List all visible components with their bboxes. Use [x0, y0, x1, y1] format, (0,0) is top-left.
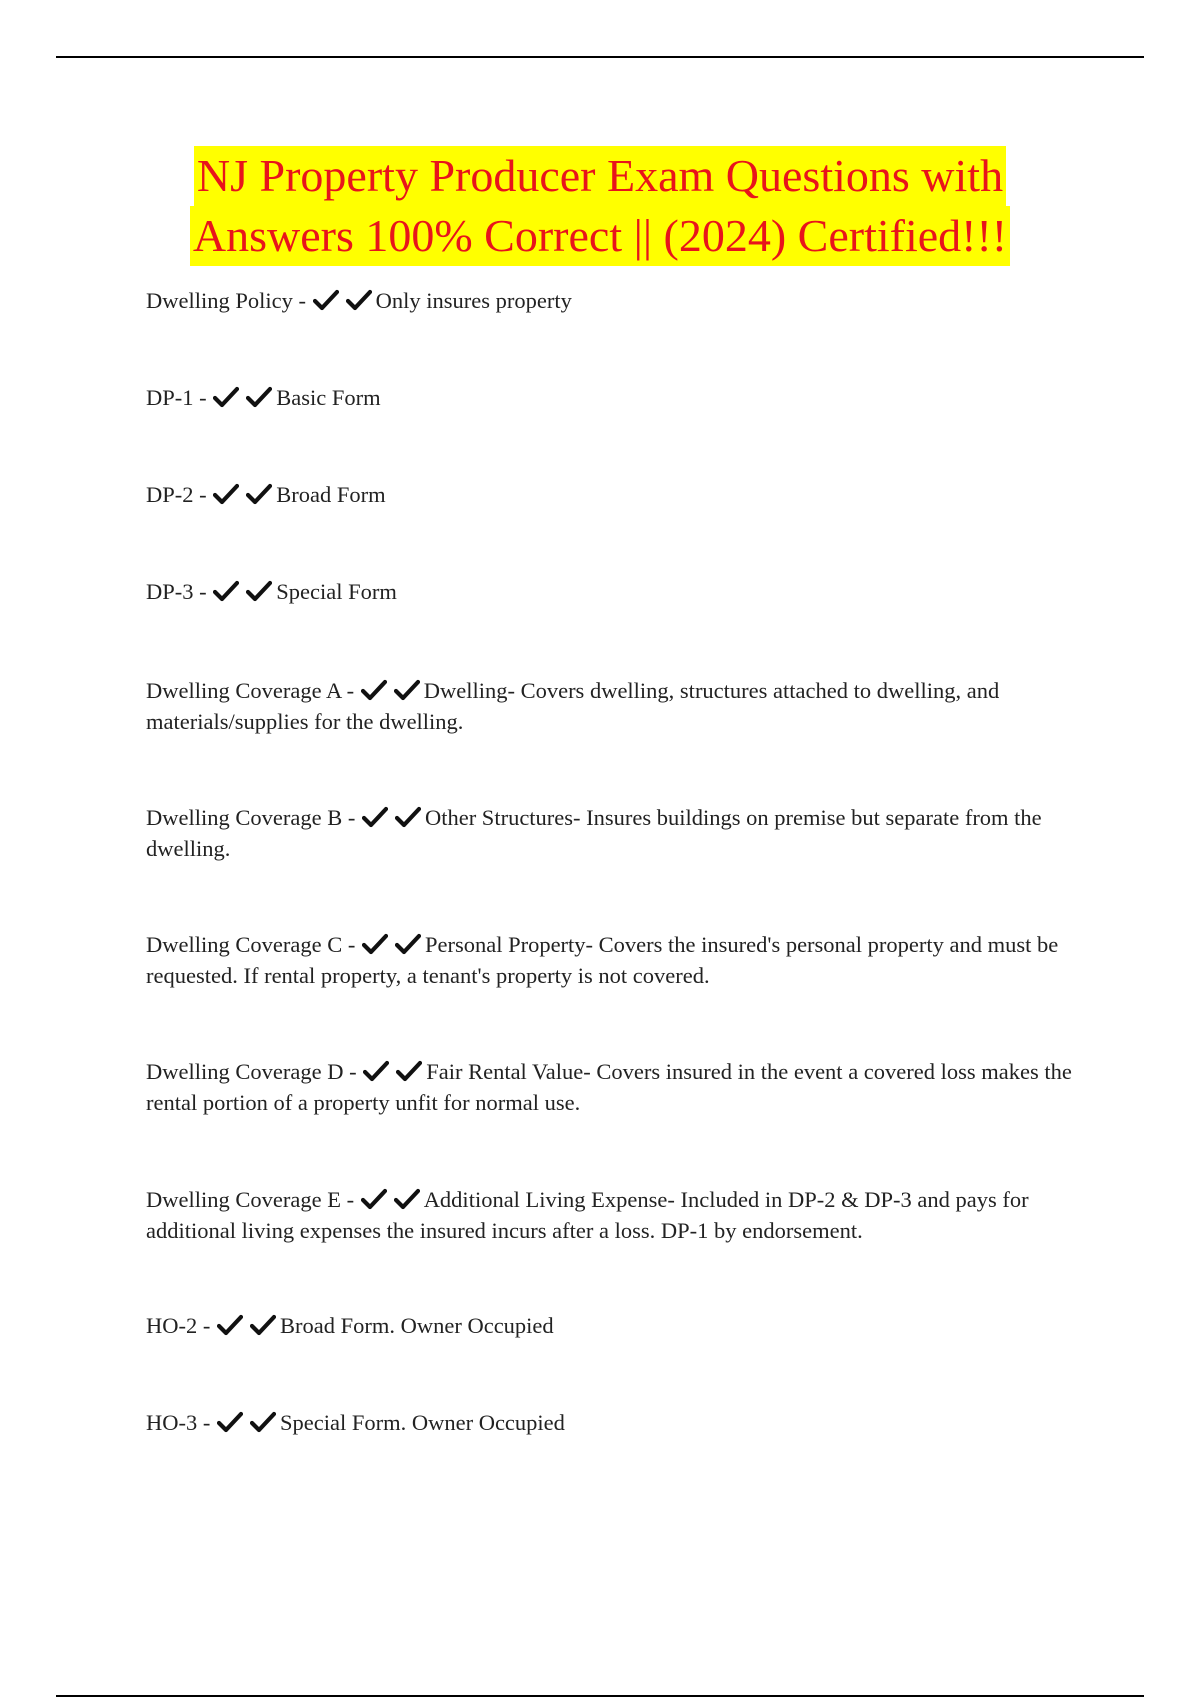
qa-term: Dwelling Coverage D -	[146, 1059, 363, 1084]
answer-checks	[217, 1310, 279, 1341]
header-rule	[56, 56, 1144, 58]
qa-term: DP-2 -	[146, 482, 213, 507]
qa-term: DP-1 -	[146, 385, 213, 410]
check-icon	[362, 933, 388, 955]
qa-answer: Basic Form	[276, 385, 381, 410]
qa-answer: Broad Form	[276, 482, 386, 507]
qa-item-coverage-e	[146, 1184, 1076, 1246]
answer-checks	[361, 1184, 423, 1215]
footer-rule	[56, 1695, 1144, 1697]
answer-checks	[362, 802, 424, 833]
title-line-1: NJ Property Producer Exam Questions with	[194, 146, 1006, 206]
check-icon	[363, 1060, 389, 1082]
qa-item-dwelling-policy	[146, 285, 1076, 316]
qa-item-ho-3	[146, 1407, 1076, 1438]
check-icon	[396, 1060, 422, 1082]
check-icon	[217, 1314, 243, 1336]
qa-term: Dwelling Policy -	[146, 288, 312, 313]
check-icon	[246, 483, 272, 505]
answer-checks	[313, 285, 375, 316]
qa-item-coverage-b	[146, 802, 1076, 864]
qa-answer: Additional Living Expense- Included in DP-2 & DP-3 and pays for additional living expenses the insured incurs after a loss. DP-1 by endorsement.	[146, 1187, 1029, 1243]
qa-term: Dwelling Coverage B -	[146, 805, 361, 830]
check-icon	[394, 679, 420, 701]
qa-item-dp-3	[146, 576, 1076, 607]
qa-answer: Special Form. Owner Occupied	[279, 1410, 565, 1435]
qa-answer: Personal Property- Covers the insured's personal property and must be requested. If rental property, a tenant's property is not covered.	[146, 932, 1059, 988]
check-icon	[361, 1188, 387, 1210]
qa-item-coverage-c	[146, 929, 1076, 991]
answer-checks	[363, 1056, 425, 1087]
qa-item-dp-1	[146, 382, 1076, 413]
check-icon	[395, 933, 421, 955]
check-icon	[213, 483, 239, 505]
qa-term: HO-2 -	[146, 1313, 216, 1338]
qa-item-ho-2	[146, 1310, 1076, 1341]
qa-term: Dwelling Coverage E -	[146, 1187, 360, 1212]
page-title	[0, 146, 1200, 266]
check-icon	[313, 289, 339, 311]
qa-item-coverage-a	[146, 675, 1076, 737]
qa-term: DP-3 -	[146, 579, 213, 604]
qa-term: Dwelling Coverage C -	[146, 932, 361, 957]
answer-checks	[213, 479, 275, 510]
qa-answer: Only insures property	[375, 288, 572, 313]
check-icon	[250, 1314, 276, 1336]
qa-item-coverage-d	[146, 1056, 1076, 1118]
qa-answer: Broad Form. Owner Occupied	[279, 1313, 554, 1338]
answer-checks	[362, 929, 424, 960]
answer-checks	[213, 576, 275, 607]
qa-answer: Special Form	[276, 579, 397, 604]
answer-checks	[217, 1407, 279, 1438]
title-line-2: Answers 100% Correct || (2024) Certified!!!	[190, 206, 1010, 266]
check-icon	[246, 386, 272, 408]
answer-checks	[213, 382, 275, 413]
qa-answer: Other Structures- Insures buildings on premise but separate from the dwelling.	[146, 805, 1042, 861]
qa-term: Dwelling Coverage A -	[146, 678, 360, 703]
check-icon	[395, 806, 421, 828]
qa-answer: Fair Rental Value- Covers insured in the event a covered loss makes the rental portion of a property unfit for normal use.	[146, 1059, 1072, 1115]
qa-term: HO-3 -	[146, 1410, 216, 1435]
qa-item-dp-2	[146, 479, 1076, 510]
check-icon	[213, 386, 239, 408]
qa-answer: Dwelling- Covers dwelling, structures attached to dwelling, and materials/supplies for the dwelling.	[146, 678, 1000, 734]
check-icon	[346, 289, 372, 311]
answer-checks	[361, 675, 423, 706]
check-icon	[362, 806, 388, 828]
check-icon	[217, 1411, 243, 1433]
check-icon	[213, 580, 239, 602]
check-icon	[250, 1411, 276, 1433]
check-icon	[361, 679, 387, 701]
check-icon	[394, 1188, 420, 1210]
check-icon	[246, 580, 272, 602]
